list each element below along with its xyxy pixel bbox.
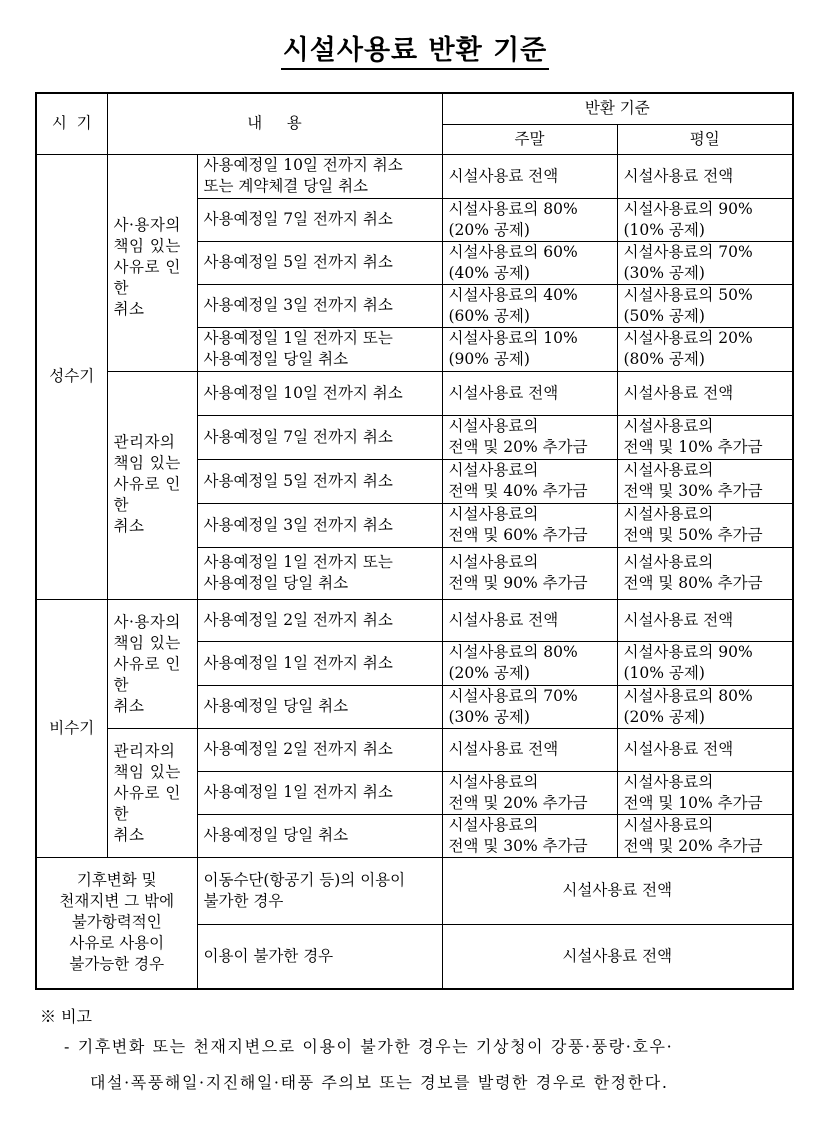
row-weekend: 시설사용료의 40% (60% 공제): [442, 284, 617, 327]
row-content: 사용예정일 당일 취소: [197, 685, 442, 728]
row-weekend: 시설사용료의 전액 및 20% 추가금: [442, 771, 617, 814]
notes-line-1: - 기후변화 또는 천재지변으로 이용이 불가한 경우는 기상청이 강풍·풍랑·호우·: [64, 1037, 674, 1056]
row-refund: 시설사용료 전액: [442, 924, 793, 989]
row-weekend: 시설사용료의 70% (30% 공제): [442, 685, 617, 728]
table-row: [36, 728, 793, 771]
row-content: 사용예정일 5일 전까지 취소: [197, 459, 442, 503]
notes-line-2: 대설·폭풍해일·지진해일·태풍 주의보 또는 경보를 발령한 경우로 한정한다.: [90, 1073, 669, 1092]
row-content: 이동수단(항공기 등)의 이용이 불가한 경우: [197, 857, 442, 924]
row-weekday: 시설사용료의 80% (20% 공제): [617, 685, 793, 728]
row-weekend: 시설사용료의 전액 및 40% 추가금: [442, 459, 617, 503]
row-weekend: 시설사용료의 전액 및 90% 추가금: [442, 547, 617, 599]
row-weekend: 시설사용료의 80% (20% 공제): [442, 641, 617, 685]
party-user-peak: 사·용자의 책임 있는 사유로 인한 취소: [107, 154, 197, 371]
table-row: [36, 154, 793, 198]
row-content: 사용예정일 10일 전까지 취소: [197, 371, 442, 415]
header-weekend: 주말: [442, 124, 617, 154]
party-admin-offpeak: 관리자의 책임 있는 사유로 인한 취소: [107, 728, 197, 857]
header-weekday: 평일: [617, 124, 793, 154]
row-content: 사용예정일 1일 전까지 취소: [197, 771, 442, 814]
row-weekday: 시설사용료의 20% (80% 공제): [617, 327, 793, 371]
row-content: 사용예정일 5일 전까지 취소: [197, 241, 442, 284]
row-weekend: 시설사용료의 전액 및 60% 추가금: [442, 503, 617, 547]
row-weekday: 시설사용료 전액: [617, 599, 793, 641]
row-content: 사용예정일 1일 전까지 또는 사용예정일 당일 취소: [197, 327, 442, 371]
row-weekday: 시설사용료의 90% (10% 공제): [617, 198, 793, 241]
table-row: [36, 857, 793, 924]
row-weekend: 시설사용료 전액: [442, 728, 617, 771]
row-weekday: 시설사용료 전액: [617, 154, 793, 198]
row-content: 사용예정일 10일 전까지 취소 또는 계약체결 당일 취소: [197, 154, 442, 198]
row-weekend: 시설사용료의 60% (40% 공제): [442, 241, 617, 284]
row-weekday: 시설사용료의 전액 및 30% 추가금: [617, 459, 793, 503]
row-weekday: 시설사용료의 50% (50% 공제): [617, 284, 793, 327]
party-admin-peak: 관리자의 책임 있는 사유로 인한 취소: [107, 371, 197, 599]
row-weekday: 시설사용료의 전액 및 10% 추가금: [617, 415, 793, 459]
row-weekend: 시설사용료 전액: [442, 371, 617, 415]
row-content: 이용이 불가한 경우: [197, 924, 442, 989]
page-title-text: 시설사용료 반환 기준: [281, 35, 550, 70]
header-content: 내 용: [107, 93, 442, 154]
row-weekend: 시설사용료의 10% (90% 공제): [442, 327, 617, 371]
refund-table: [35, 92, 794, 990]
row-refund: 시설사용료 전액: [442, 857, 793, 924]
row-content: 사용예정일 3일 전까지 취소: [197, 503, 442, 547]
row-weekday: 시설사용료 전액: [617, 371, 793, 415]
table-row: [36, 599, 793, 641]
row-weekend: 시설사용료 전액: [442, 154, 617, 198]
row-weekday: 시설사용료의 전액 및 80% 추가금: [617, 547, 793, 599]
row-content: 사용예정일 당일 취소: [197, 814, 442, 857]
row-content: 사용예정일 2일 전까지 취소: [197, 728, 442, 771]
table-row: [36, 371, 793, 415]
header-refund-standard: 반환 기준: [442, 93, 793, 124]
row-weekday: 시설사용료의 90% (10% 공제): [617, 641, 793, 685]
season-offpeak: 비수기: [36, 599, 107, 857]
row-weekday: 시설사용료의 전액 및 10% 추가금: [617, 771, 793, 814]
row-weekend: 시설사용료의 80% (20% 공제): [442, 198, 617, 241]
row-weekend: 시설사용료 전액: [442, 599, 617, 641]
row-weekday: 시설사용료의 70% (30% 공제): [617, 241, 793, 284]
row-content: 사용예정일 2일 전까지 취소: [197, 599, 442, 641]
row-weekday: 시설사용료의 전액 및 50% 추가금: [617, 503, 793, 547]
row-content: 사용예정일 1일 전까지 또는 사용예정일 당일 취소: [197, 547, 442, 599]
header-row: [36, 93, 793, 124]
row-content: 사용예정일 7일 전까지 취소: [197, 415, 442, 459]
row-weekday: 시설사용료 전액: [617, 728, 793, 771]
notes-heading: ※ 비고: [40, 1007, 92, 1026]
row-content: 사용예정일 7일 전까지 취소: [197, 198, 442, 241]
party-user-offpeak: 사·용자의 책임 있는 사유로 인한 취소: [107, 599, 197, 728]
row-content: 사용예정일 3일 전까지 취소: [197, 284, 442, 327]
row-weekday: 시설사용료의 전액 및 20% 추가금: [617, 814, 793, 857]
row-weekend: 시설사용료의 전액 및 30% 추가금: [442, 814, 617, 857]
row-weekend: 시설사용료의 전액 및 20% 추가금: [442, 415, 617, 459]
force-majeure-label: 기후변화 및 천재지변 그 밖에 불가항력적인 사유로 사용이 불가능한 경우: [36, 857, 197, 989]
page-title: [0, 28, 830, 67]
header-period: 시 기: [36, 93, 107, 154]
row-content: 사용예정일 1일 전까지 취소: [197, 641, 442, 685]
season-peak: 성수기: [36, 154, 107, 599]
